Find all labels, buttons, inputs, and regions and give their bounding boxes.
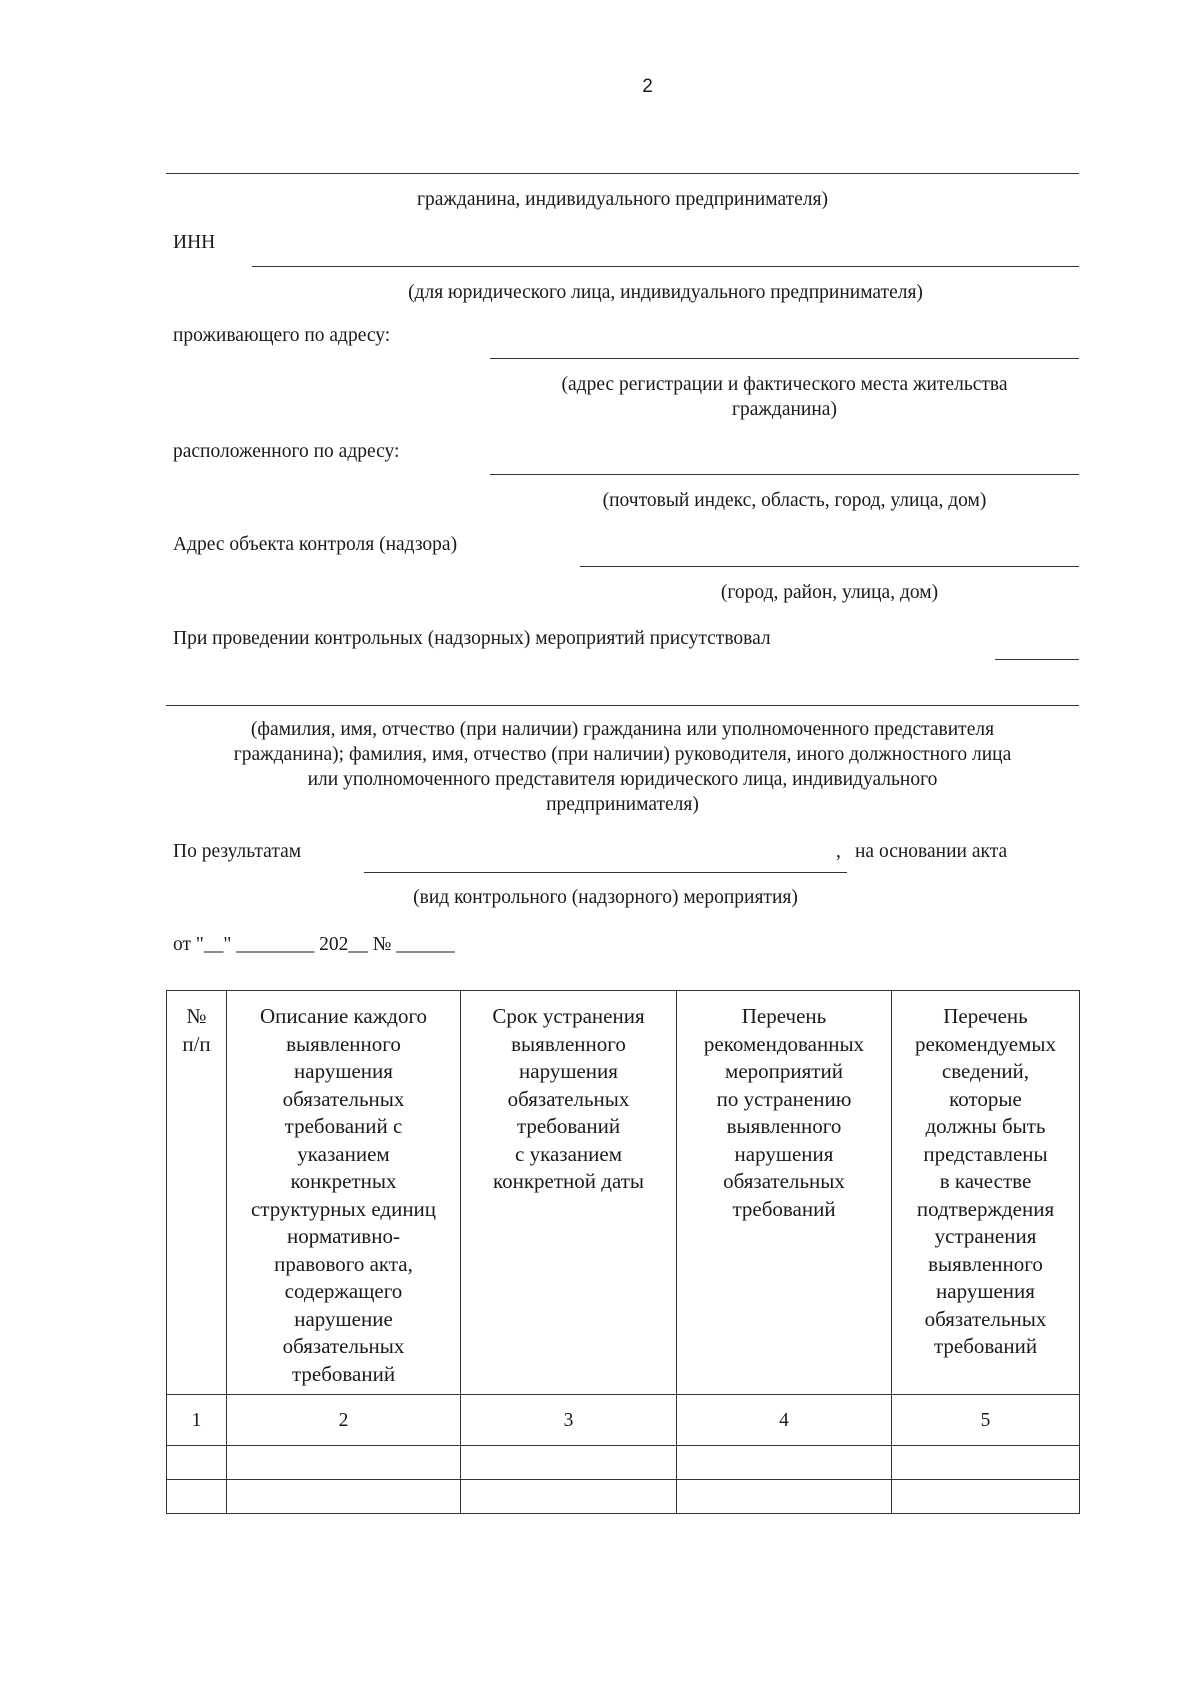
table-cell[interactable] — [677, 1479, 892, 1513]
date-line — [173, 932, 455, 957]
header-text-line: содержащего — [284, 1279, 403, 1303]
header-cell-deadline — [461, 991, 677, 1395]
header-cell-description — [227, 991, 461, 1395]
table-number-row — [167, 1395, 1080, 1446]
header-text-line: нарушения — [294, 1059, 393, 1083]
date-year: 202 — [319, 934, 349, 955]
header-text-line: требований с — [284, 1114, 403, 1138]
table-cell[interactable] — [167, 1479, 227, 1513]
header-text-line: требований — [732, 1196, 836, 1221]
results-label: По результатам — [173, 841, 302, 862]
header-text-line: нарушение — [294, 1306, 393, 1331]
header-text-line: выявленного — [928, 1251, 1043, 1276]
header-text-line: рекомендуемых — [914, 1031, 1057, 1056]
header-text-line: Срок устранения — [492, 1004, 645, 1028]
object-address-caption: (город, район, улица, дом) — [720, 582, 939, 603]
inn-caption: (для юридического лица, индивидуального предпринимателя) — [408, 282, 923, 303]
present-caption-1: (фамилия, имя, отчество (при наличии) гражданина или уполномоченного представителя — [250, 719, 995, 740]
header-cell-information — [892, 991, 1080, 1395]
header-text-line: конкретной даты — [492, 1169, 645, 1193]
fill-line-location — [490, 474, 1079, 475]
present-caption-2: гражданина); фамилия, имя, отчество (при наличии) руководителя, иного должностного лица — [233, 744, 1012, 765]
location-caption: (почтовый индекс, область, город, улица, дом) — [602, 490, 987, 511]
header-text-line: выявленного — [286, 1031, 401, 1056]
header-text-line: нарушения — [519, 1059, 618, 1083]
table-cell[interactable] — [461, 1479, 677, 1513]
header-text-line: нарушения — [936, 1279, 1035, 1303]
table-cell[interactable] — [677, 1445, 892, 1479]
column-number: 5 — [892, 1395, 1080, 1446]
table-cell[interactable] — [167, 1445, 227, 1479]
table-row — [167, 1479, 1080, 1513]
residence-caption-1: (адрес регистрации и фактического места жительства — [561, 374, 1008, 395]
table-cell[interactable] — [227, 1445, 461, 1479]
results-basis: на основании акта — [855, 841, 1008, 862]
table-header-row — [167, 991, 1080, 1395]
header-text-line: обязательных — [723, 1169, 845, 1193]
header-text-line: указанием — [297, 1141, 390, 1166]
page-number: 2 — [642, 76, 653, 97]
date-year-blank: __ — [348, 934, 368, 955]
column-number: 2 — [227, 1395, 461, 1446]
header-text-line: с указанием — [515, 1141, 622, 1166]
header-text-line: структурных единиц — [250, 1196, 437, 1221]
table-cell[interactable] — [227, 1479, 461, 1513]
header-text-line: в качестве — [939, 1169, 1032, 1193]
header-text-line: нарушения — [734, 1141, 834, 1166]
header-text-line: Перечень — [741, 1004, 827, 1028]
date-from: от " — [173, 934, 204, 955]
header-text-line: п/п — [182, 1031, 211, 1056]
header-text-line: обязательных — [282, 1086, 405, 1111]
number-blank: ______ — [396, 934, 455, 955]
header-text-line: выявленного — [511, 1031, 626, 1056]
date-month-blank: ________ — [236, 934, 315, 955]
residence-caption-2: гражданина) — [732, 399, 837, 420]
header-text-line: № — [186, 1004, 207, 1028]
results-caption: (вид контрольного (надзорного) мероприятия) — [413, 887, 798, 908]
present-label: При проведении контрольных (надзорных) мероприятий присутствовал — [173, 628, 771, 649]
fill-line-present-short — [995, 659, 1079, 660]
table-row — [167, 1445, 1080, 1479]
object-address-label: Адрес объекта контроля (надзора) — [173, 534, 458, 555]
fill-line-name — [166, 173, 1079, 174]
fill-line-object-address — [580, 566, 1079, 567]
table-cell[interactable] — [461, 1445, 677, 1479]
number-sign: № — [372, 934, 392, 955]
location-label: расположенного по адресу: — [173, 441, 400, 462]
inn-label: ИНН — [173, 232, 216, 253]
header-text-line: конкретных — [290, 1169, 397, 1193]
fill-line-present — [166, 705, 1079, 706]
header-cell-number — [167, 991, 227, 1395]
header-text-line: устранения — [934, 1224, 1037, 1248]
table-cell[interactable] — [892, 1445, 1080, 1479]
column-number: 3 — [461, 1395, 677, 1446]
date-day-blank: __ — [203, 934, 224, 955]
residence-label: проживающего по адресу: — [173, 325, 391, 346]
header-text-line: Описание каждого — [259, 1004, 428, 1028]
name-caption: гражданина, индивидуального предпринимателя) — [417, 189, 828, 210]
header-text-line: сведений, — [941, 1059, 1030, 1083]
fill-line-residence — [490, 358, 1079, 359]
violations-table — [166, 990, 1080, 1514]
table-cell[interactable] — [892, 1479, 1080, 1513]
column-number: 4 — [677, 1395, 892, 1446]
header-cell-measures — [677, 991, 892, 1395]
results-comma: , — [836, 841, 841, 862]
present-caption-3: или уполномоченного представителя юридического лица, индивидуального — [307, 769, 938, 790]
header-text-line: мероприятий — [725, 1059, 843, 1083]
fill-line-results — [364, 872, 847, 873]
header-text-line: должны быть — [925, 1114, 1046, 1138]
header-text-line: обязательных — [924, 1306, 1047, 1331]
date-quote: " — [223, 934, 232, 955]
header-text-line: подтверждения — [916, 1196, 1055, 1221]
header-text-line: требований — [516, 1114, 621, 1138]
present-caption-4: предпринимателя) — [546, 794, 699, 815]
header-text-line: по устранению — [716, 1086, 852, 1111]
header-text-line: требований — [933, 1334, 1038, 1358]
header-text-line: требований — [291, 1361, 396, 1386]
header-text-line: которые — [949, 1086, 1022, 1111]
column-number: 1 — [167, 1395, 227, 1446]
fill-line-inn — [252, 266, 1079, 267]
header-text-line: выявленного — [726, 1114, 842, 1138]
header-text-line: Перечень — [943, 1004, 1028, 1028]
header-text-line: представлены — [923, 1141, 1048, 1166]
header-text-line: обязательных — [507, 1086, 630, 1111]
header-text-line: обязательных — [282, 1334, 405, 1358]
header-text-line: рекомендованных — [703, 1031, 865, 1056]
header-text-line: правового акта, — [274, 1251, 413, 1276]
header-text-line: нормативно- — [287, 1224, 400, 1248]
